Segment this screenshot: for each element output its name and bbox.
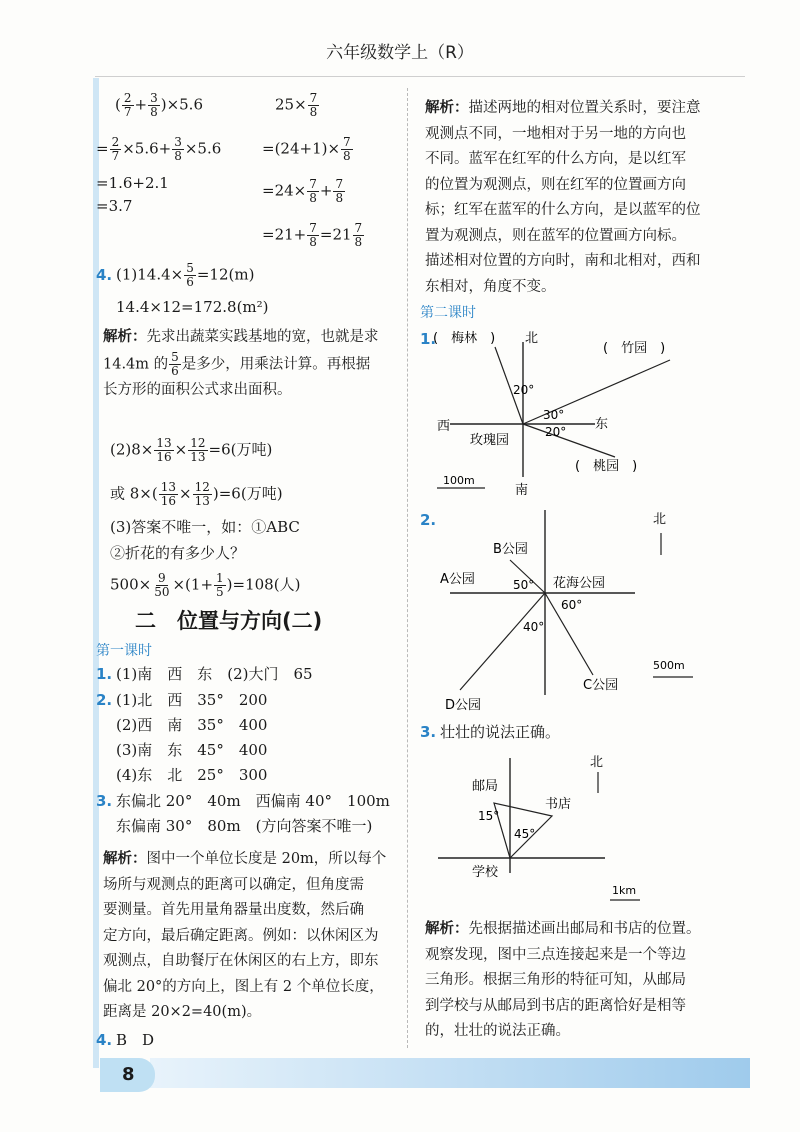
analysis-text: 描述相对位置的方向时，南和北相对，西和 — [425, 253, 701, 269]
analysis-text: 长方形的面积公式求出面积。 — [103, 381, 292, 398]
fraction: $\frac{7}{8}$ — [335, 177, 344, 205]
d2-label-a: A公园 — [440, 572, 475, 587]
analysis-text: 定方向，最后确定距离。例如：以休闲区为 — [103, 927, 379, 944]
d1-angle-20-east: 20° — [545, 425, 567, 439]
d2-ray-d — [460, 593, 545, 690]
expr-text: × — [174, 440, 188, 459]
d1-number: 1. — [420, 330, 437, 348]
fraction: $\frac{7}{8}$ — [309, 177, 317, 205]
d1-label-west: 西 — [437, 419, 451, 434]
analysis-text: 不同。蓝军在红军的什么方向，是以红军 — [425, 151, 686, 167]
expr-text: (1)14.4× — [116, 265, 184, 284]
d1-label-south: 南 — [515, 483, 529, 498]
l1-q2-line2: (2)西 南 35° 400 — [116, 716, 268, 734]
fraction: $\frac{12}{13}$ — [194, 480, 210, 508]
expr-text: = — [96, 139, 109, 158]
expr-text: =21+ — [262, 225, 307, 244]
d2-angle-60: 60° — [561, 598, 583, 612]
left-margin-bar — [93, 78, 99, 1068]
fraction: $\frac{2}{7}$ — [123, 91, 132, 119]
d3-angle-45: 45° — [514, 827, 536, 841]
page-header-title: 六年级数学上（R） — [326, 43, 474, 63]
d3-label-post: 邮局 — [472, 779, 499, 794]
fraction: $\frac{12}{13}$ — [190, 436, 206, 464]
q3-number: 3. — [420, 723, 437, 741]
d1-angle-20-north: 20° — [513, 383, 535, 397]
d2-north-label: 北 — [653, 512, 667, 527]
d2-scale-label: 500m — [653, 659, 685, 672]
direction-diagram-3 — [430, 748, 690, 903]
fraction: $\frac{13}{16}$ — [156, 436, 172, 464]
section-title: 二 位置与方向(二) — [135, 609, 323, 633]
column-divider — [407, 88, 408, 1048]
analysis-text: 是多少，用乘法计算。再根据 — [181, 356, 371, 372]
fraction: $\frac{2}{7}$ — [111, 135, 120, 163]
l1-q3-line1: 东偏北 20° 40m 西偏南 40° 100m — [116, 792, 390, 810]
expr-text: 或 8×( — [110, 484, 158, 503]
lesson-2-title: 第二课时 — [420, 305, 476, 321]
analysis-text: 距离是 20×2=40(m)。 — [103, 1004, 262, 1020]
expr-text: )×5.6 — [160, 95, 203, 114]
analysis-text: 的，壮壮的说法正确。 — [425, 1023, 570, 1039]
d2-angle-50: 50° — [513, 578, 535, 592]
q4-3-line2: ②折花的有多少人？ — [110, 544, 246, 562]
footer-bar — [150, 1058, 750, 1088]
expr-text: )=108(人) — [226, 575, 301, 594]
fraction: $\frac{3}{8}$ — [150, 91, 158, 119]
analysis-text: 场所与观测点的距离可以确定，但角度需 — [103, 876, 364, 893]
calc-b-line1 — [275, 92, 320, 119]
l1-q3-line2: 东偏南 30° 80m (方向答案不唯一) — [116, 817, 373, 835]
expr-text: =6(万吨) — [208, 440, 273, 459]
l1-q1-number: 1. — [96, 665, 113, 683]
l1-q2-line4: (4)东 北 25° 300 — [116, 766, 268, 784]
expr-text: ×(1+ — [172, 575, 214, 594]
d2-label-center: 花海公园 — [553, 576, 606, 591]
expr-text: 500× — [110, 575, 152, 594]
fraction: $\frac{5}{6}$ — [171, 349, 179, 378]
expr-text: =21 — [319, 225, 352, 244]
d1-label-north: 北 — [525, 331, 539, 346]
l1-q2-line3: (3)南 东 45° 400 — [116, 741, 268, 759]
q4-number: 4. — [96, 266, 113, 284]
d2-label-b: B公园 — [493, 542, 528, 557]
q4-analysis — [103, 324, 393, 403]
d1-label-meiguiyuan: 玫瑰园 — [470, 433, 510, 448]
l1-q2-number: 2. — [96, 691, 113, 709]
expr-text: ×5.6 — [184, 139, 222, 158]
d1-angle-30: 30° — [543, 408, 565, 422]
q3-answer: 壮壮的说法正确。 — [440, 723, 561, 741]
analysis-label: 解析： — [425, 99, 469, 116]
analysis-text: 东相对，角度不变。 — [425, 278, 556, 295]
d3-scale-label: 1km — [612, 884, 637, 897]
expr-text: =24× — [262, 181, 307, 200]
d2-label-c: C公园 — [583, 678, 619, 693]
expr-text: =12(m) — [196, 265, 255, 284]
expr-text: )=6(万吨) — [212, 484, 283, 503]
l1-q2-line1: (1)北 西 35° 200 — [116, 691, 268, 709]
q4-3-line3 — [110, 572, 300, 599]
analysis-text: 观测点，自助餐厅在休闲区的右上方，即东 — [103, 953, 379, 969]
analysis-label: 解析： — [103, 850, 147, 867]
q4-line1 — [116, 262, 254, 289]
lesson-1-title: 第一课时 — [96, 643, 152, 659]
d1-label-taoyuan: ( 桃园 ) — [575, 459, 638, 474]
analysis-text: 图中一个单位长度是 20m，所以每个 — [146, 851, 387, 867]
analysis-text: 的位置为观测点，则在红军的位置画方向 — [425, 176, 686, 193]
l1-analysis — [103, 846, 393, 1026]
q4-3-line1: (3)答案不唯一，如：①ABC — [110, 518, 300, 536]
l1-q3-number: 3. — [96, 792, 113, 810]
expr-text: × — [179, 484, 192, 503]
l1-q1-answer: (1)南 西 东 (2)大门 65 — [116, 665, 313, 683]
fraction: $\frac{9}{50}$ — [154, 571, 170, 599]
analysis-text: 描述两地的相对位置关系时，要注意 — [468, 100, 701, 116]
d3-angle-15: 15° — [478, 809, 500, 823]
calc-a-line1 — [115, 92, 203, 119]
d1-label-east: 东 — [595, 417, 609, 432]
expr-text: + — [134, 95, 148, 114]
fraction: $\frac{1}{5}$ — [216, 571, 224, 599]
d3-label-school: 学校 — [472, 865, 499, 880]
fraction: $\frac{7}{8}$ — [343, 135, 351, 163]
header-divider — [95, 76, 745, 77]
analysis-text: 观察发现，图中三点连接起来是一个等边 — [425, 946, 686, 963]
analysis-text: 三角形。根据三角形的特征可知，从邮局 — [425, 972, 686, 988]
analysis-text: 到学校与从邮局到书店的距离恰好是相等 — [425, 997, 686, 1014]
d1-label-zhuyuan: ( 竹园 ) — [603, 341, 666, 356]
d2-angle-40: 40° — [523, 620, 545, 634]
fraction: $\frac{13}{16}$ — [160, 480, 177, 508]
q4-2-line2 — [110, 481, 283, 508]
direction-diagram-2 — [415, 505, 715, 715]
calc-a-line3: =1.6+2.1 — [96, 174, 169, 192]
d1-label-meilin: ( 梅林 ) — [433, 331, 496, 346]
analysis-text: 先根据描述画出邮局和书店的位置。 — [468, 921, 701, 937]
analysis-text: 先求出蔬菜实践基地的宽，也就是求 — [146, 329, 379, 345]
l1-q4-answer: B D — [116, 1031, 155, 1049]
fraction: $\frac{3}{8}$ — [174, 135, 182, 163]
calc-b-line4 — [262, 222, 365, 249]
analysis-label: 解析： — [103, 328, 147, 345]
calc-a-line4: =3.7 — [96, 197, 133, 215]
page-number-tab — [100, 1058, 155, 1092]
calc-b-line2 — [262, 136, 354, 163]
l1-q4-number: 4. — [96, 1031, 113, 1049]
fraction: $\frac{7}{8}$ — [354, 221, 363, 249]
d2-number: 2. — [420, 511, 437, 529]
fraction: $\frac{7}{8}$ — [309, 91, 318, 119]
top-analysis — [425, 95, 725, 300]
q4-2-line1 — [110, 437, 272, 464]
d3-north-label: 北 — [590, 755, 604, 770]
analysis-text: 标；红军在蓝军的什么方向，是以蓝军的位 — [425, 202, 701, 218]
expr-text: ( — [115, 95, 121, 114]
bottom-analysis — [425, 916, 725, 1045]
expr-text: =(24+1)× — [262, 139, 341, 158]
q4-line2: 14.4×12=172.8(m²) — [116, 298, 269, 316]
d3-label-book: 书店 — [545, 797, 572, 812]
calc-a-line2 — [96, 136, 221, 163]
page-number: 8 — [122, 1064, 135, 1085]
analysis-label: 解析： — [425, 920, 469, 937]
fraction: $\frac{5}{6}$ — [186, 261, 194, 289]
expr-text: 25× — [275, 95, 307, 114]
calc-b-line3 — [262, 178, 346, 205]
analysis-text: 14.4m 的 — [103, 356, 169, 372]
analysis-text: 偏北 20°的方向上，图上有 2 个单位长度， — [103, 978, 384, 995]
expr-text: (2)8× — [110, 440, 154, 459]
analysis-text: 置为观测点，则在蓝军的位置画方向标。 — [425, 227, 686, 244]
fraction: $\frac{7}{8}$ — [309, 221, 317, 249]
analysis-text: 要测量。首先用量角器量出度数，然后确 — [103, 902, 364, 918]
direction-diagram-1 — [415, 322, 715, 502]
analysis-text: 观测点不同，一地相对于另一地的方向也 — [425, 125, 686, 142]
d1-scale-label: 100m — [443, 474, 475, 487]
expr-text: ×5.6+ — [122, 139, 172, 158]
expr-text: + — [319, 181, 333, 200]
d2-label-d: D公园 — [445, 698, 482, 713]
